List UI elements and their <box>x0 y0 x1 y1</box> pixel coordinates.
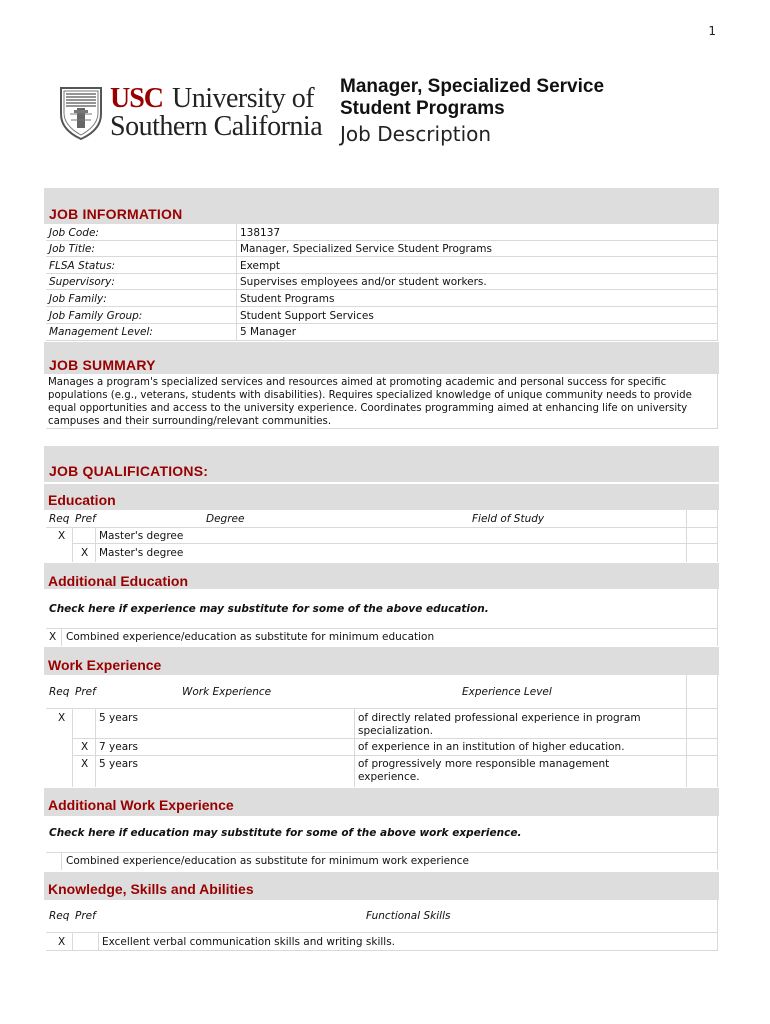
info-label-supervisory: Supervisory: <box>49 276 115 288</box>
info-value-job-family: Student Programs <box>240 293 335 305</box>
column-divider <box>686 510 687 562</box>
table-right-edge <box>717 900 718 951</box>
info-label-management-level: Management Level: <box>49 326 153 338</box>
additional-work-experience-checkbox[interactable] <box>49 855 59 868</box>
row-divider <box>72 738 718 739</box>
education-row1-req: X <box>58 530 66 542</box>
row-divider <box>46 527 718 528</box>
additional-education-heading: Additional Education <box>48 573 188 589</box>
education-heading: Education <box>48 492 116 508</box>
info-value-management-level: 5 Manager <box>240 326 297 338</box>
page-number: 1 <box>708 24 716 38</box>
education-col-pref: Pref <box>75 513 96 525</box>
column-divider <box>61 628 62 646</box>
column-divider <box>236 224 237 341</box>
education-col-degree: Degree <box>206 513 245 525</box>
job-qualifications-heading: JOB QUALIFICATIONS: <box>49 463 209 479</box>
row-divider <box>46 950 718 951</box>
work-row3-pref: X <box>81 758 89 770</box>
job-information-heading: JOB INFORMATION <box>49 206 183 222</box>
education-row2-pref: X <box>81 547 89 559</box>
additional-education-checkbox[interactable]: X <box>49 631 57 643</box>
row-divider <box>46 273 718 274</box>
column-divider <box>61 852 62 870</box>
work-row3-years: 5 years <box>99 758 138 770</box>
work-row3-level: of progressively more responsible management experience. <box>358 758 610 783</box>
additional-education-note: Check here if experience may substitute for some of the above education. <box>49 603 489 615</box>
work-col-pref: Pref <box>75 686 96 698</box>
info-label-job-family: Job Family: <box>49 293 107 305</box>
additional-work-experience-note: Check here if education may substitute for some of the above work experience. <box>49 827 522 839</box>
row-divider <box>46 340 718 341</box>
column-divider <box>72 528 73 562</box>
ksa-col-pref: Pref <box>75 910 96 922</box>
row-divider <box>46 628 718 629</box>
work-row1-years: 5 years <box>99 712 138 724</box>
document-title <box>340 76 604 147</box>
column-divider <box>98 933 99 951</box>
row-divider <box>46 256 718 257</box>
work-row1-level: of directly related professional experience in program specialization. <box>358 712 641 737</box>
usc-logo <box>58 84 328 144</box>
ksa-heading: Knowledge, Skills and Abilities <box>48 881 254 897</box>
ksa-col-req: Req <box>49 910 70 922</box>
work-col-level: Experience Level <box>462 686 552 698</box>
ksa-row1-skill: Excellent verbal communication skills and writing skills. <box>102 936 396 948</box>
info-value-job-family-group: Student Support Services <box>240 310 374 322</box>
row-divider <box>46 306 718 307</box>
logo-line2: Southern California <box>110 111 323 142</box>
table-right-edge <box>717 589 718 646</box>
column-divider <box>686 675 687 787</box>
education-row2-degree: Master's degree <box>99 547 184 559</box>
job-summary-heading: JOB SUMMARY <box>49 357 156 373</box>
info-value-job-code: 138137 <box>240 227 281 239</box>
education-col-req: Req <box>49 513 70 525</box>
title-line1: Manager, Specialized Service <box>340 76 605 97</box>
column-divider <box>95 709 96 787</box>
work-row1-req: X <box>58 712 66 724</box>
row-divider <box>46 852 718 853</box>
info-label-job-title: Job Title: <box>49 243 95 255</box>
row-divider <box>46 708 718 709</box>
info-label-flsa-status: FLSA Status: <box>49 260 116 272</box>
ksa-col-skills: Functional Skills <box>366 910 451 922</box>
row-divider <box>46 289 718 290</box>
education-row1-degree: Master's degree <box>99 530 184 542</box>
info-value-job-title: Manager, Specialized Service Student Programs <box>240 243 493 255</box>
summary-right-edge <box>717 374 718 429</box>
info-label-job-code: Job Code: <box>49 227 99 239</box>
row-divider <box>46 932 718 933</box>
education-band <box>44 484 719 510</box>
additional-work-experience-heading: Additional Work Experience <box>48 797 234 813</box>
additional-work-experience-text: Combined experience/education as substitute for minimum work experience <box>66 855 469 867</box>
table-right-edge <box>717 510 718 562</box>
usc-seal-icon <box>58 84 104 140</box>
work-col-work: Work Experience <box>182 686 272 698</box>
info-value-supervisory: Supervises employees and/or student workers. <box>240 276 487 288</box>
row-divider <box>72 755 718 756</box>
summary-bottom-rule <box>46 428 718 429</box>
work-experience-heading: Work Experience <box>48 657 162 673</box>
title-line2: Student Programs <box>340 98 505 119</box>
column-divider <box>72 933 73 951</box>
title-subtitle: Job Description <box>340 122 492 146</box>
column-divider <box>95 528 96 562</box>
row-divider <box>72 543 718 544</box>
work-row2-level: of experience in an institution of higher education. <box>358 741 625 753</box>
additional-education-text: Combined experience/education as substitute for minimum education <box>66 631 435 643</box>
table-right-edge <box>717 675 718 787</box>
row-divider <box>46 240 718 241</box>
work-row2-pref: X <box>81 741 89 753</box>
column-divider <box>72 709 73 787</box>
info-label-job-family-group: Job Family Group: <box>49 310 143 322</box>
job-summary-text: Manages a program's specialized services and resources aimed at promoting academic and personal success for specific populations (e.g., veterans, students with disabilities). Requires specialized knowledge of unique community needs to provide equal opportunities and access to the university experience. Coordinates programming aimed at enhancing life on university campuses and their surrounding/relevant communities. <box>48 377 692 427</box>
table-right-edge <box>717 224 718 341</box>
table-right-edge <box>717 816 718 870</box>
ksa-row1-req: X <box>58 936 66 948</box>
education-col-field: Field of Study <box>472 513 545 525</box>
work-row2-years: 7 years <box>99 741 138 753</box>
column-divider <box>354 709 355 787</box>
logo-line1: University of <box>172 83 315 114</box>
logo-brand: USC <box>110 83 164 114</box>
info-value-flsa-status: Exempt <box>240 260 280 272</box>
work-col-req: Req <box>49 686 70 698</box>
row-divider <box>46 323 718 324</box>
